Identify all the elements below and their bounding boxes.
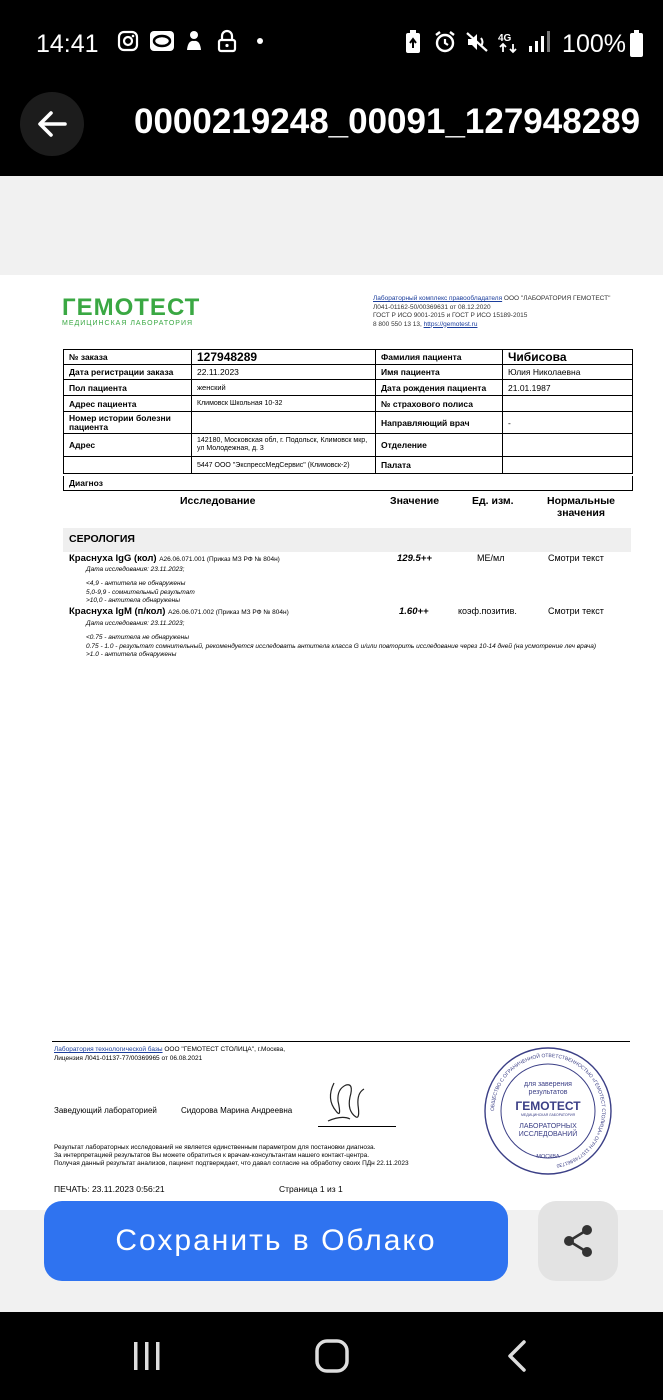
svg-text:результатов: результатов <box>528 1089 568 1096</box>
patient-address-value: Климовск Школьная 10-32 <box>192 396 376 411</box>
lab-stamp-icon <box>483 1046 613 1176</box>
print-timestamp: ПЕЧАТЬ: 23.11.2023 0:56:21 <box>54 1184 165 1194</box>
app-bar <box>0 80 663 176</box>
col-norm: Нормальные значения <box>546 495 615 519</box>
status-bar <box>0 0 663 80</box>
sex-value: женский <box>192 380 376 395</box>
app-notification-icon <box>149 30 173 54</box>
signature-line <box>318 1126 396 1127</box>
gemotest-logo <box>62 294 201 327</box>
logo-text: ГЕМОТЕСТ <box>62 294 201 321</box>
navigation-bar <box>0 1312 663 1400</box>
policy-label: № страхового полиса <box>376 396 503 411</box>
home-icon[interactable] <box>314 1340 350 1372</box>
surname-value: Чибисова <box>508 350 567 364</box>
test-row: Краснуха IgM (п/кол) A26.06.071.002 (Приказ МЗ РФ № 804н) <box>69 606 289 617</box>
patient-address-label: Адрес пациента <box>64 396 192 411</box>
lab-info-link[interactable]: Лабораторный комплекс правообладателя <box>373 295 503 302</box>
test-notes: <4,9 - антитела не обнаружены 5,0-9,9 - сомнительный результат >10,0 - антитела обнаружены <box>86 580 195 604</box>
svg-text:ЛАБОРАТОРНЫХ: ЛАБОРАТОРНЫХ <box>519 1123 577 1130</box>
more-notifications-icon <box>248 30 272 54</box>
test-norm: Смотри текст <box>548 606 604 616</box>
test-date: Дата исследования: 23.11.2023; <box>86 620 185 627</box>
address-value: 142180, Московская обл, г. Подольск, Климовск мкр, ул Молодежная, д. 3 <box>192 434 376 456</box>
test-unit: МЕ/мл <box>477 553 505 563</box>
instagram-icon <box>116 30 140 54</box>
status-time: 14:41 <box>36 30 99 58</box>
back-button[interactable] <box>20 92 84 156</box>
order-number-label: № заказа <box>64 350 192 364</box>
svg-text:для заверения: для заверения <box>524 1081 572 1088</box>
section-serology: СЕРОЛОГИЯ <box>63 528 631 552</box>
test-row: Краснуха IgG (кол) A26.06.071.001 (Приказ МЗ РФ № 804н) <box>69 553 280 564</box>
arrow-left-icon <box>35 107 69 141</box>
name-label: Имя пациента <box>376 365 503 379</box>
document-title: 0000219248_00091_127948289 <box>134 102 641 141</box>
page-number: Страница 1 из 1 <box>279 1184 343 1194</box>
recent-apps-icon[interactable] <box>129 1340 165 1372</box>
svg-text:МЕДИЦИНСКАЯ ЛАБОРАТОРИЯ: МЕДИЦИНСКАЯ ЛАБОРАТОРИЯ <box>520 1113 576 1117</box>
reg-date-value: 22.11.2023 <box>192 365 376 379</box>
patient-info-table <box>63 349 633 474</box>
ward-value <box>503 457 632 473</box>
tech-base-info: Лаборатория технологической базы ООО "ГЕМОТЕСТ СТОЛИЦА", г.Москва, Лицензия Л041-01137-77/00369965 от 06.08.2021 <box>54 1046 286 1062</box>
share-button[interactable] <box>538 1201 618 1281</box>
surname-label: Фамилия пациента <box>376 350 503 364</box>
col-test: Исследование <box>180 495 256 507</box>
test-unit: коэф.позитив. <box>458 606 517 616</box>
svg-text:ОБЩЕСТВО С ОГРАНИЧЕННОЙ ОТВЕТС: ОБЩЕСТВО С ОГРАНИЧЕННОЙ ОТВЕТСТВЕННОСТЬЮ «ГЕМОТЕСТ СТОЛИЦА» ОГРН 1157746961730 <box>489 1052 607 1169</box>
name-value: Юлия Николаевна <box>508 367 581 377</box>
tech-base-link[interactable]: Лаборатория технологической базы <box>54 1046 163 1053</box>
test-notes: <0.75 - антитела не обнаружены 0.75 - 1.0 - результат сомнительный, рекомендуется исследовать антитела класса G и/или повторить исследование через 10-14 дней (на усмотрение леч врача) >1.0 - антитела обнаружены <box>86 634 597 658</box>
person-notification-icon <box>182 30 206 54</box>
head-of-lab-label: Заведующий лабораторией <box>54 1106 157 1115</box>
battery-icon <box>630 33 643 57</box>
birth-date-label: Дата рождения пациента <box>376 380 503 395</box>
doctor-value: - <box>508 417 511 428</box>
department-label: Отделение <box>376 434 503 456</box>
lab-info: Лабораторный комплекс правообладателя ООО "ЛАБОРАТОРИЯ ГЕМОТЕСТ" Л041-01162-50/00369631 от 08.12.2020 ГОСТ Р ИСО 9001-2015 и ГОСТ Р ИСО 15189-2015 8 800 550 13 13, https://gemotest.ru <box>373 295 611 328</box>
battery-percent: 100% <box>562 30 626 58</box>
birth-date-value: 21.01.1987 <box>508 382 551 393</box>
clinic-value: 5447 ООО "ЭкспрессМедСервис" (Климовск-2) <box>192 457 376 473</box>
signature-icon <box>320 1075 380 1127</box>
history-label: Номер истории болезни пациента <box>64 412 192 433</box>
test-value: 1.60++ <box>399 606 429 617</box>
col-value: Значение <box>390 495 440 507</box>
save-to-cloud-button[interactable]: Сохранить в Облако <box>44 1201 508 1281</box>
logo-subtitle: МЕДИЦИНСКАЯ ЛАБОРАТОРИЯ <box>62 320 194 327</box>
svg-text:ГЕМОТЕСТ: ГЕМОТЕСТ <box>515 1099 581 1113</box>
lock-icon <box>215 30 239 54</box>
reg-date-label: Дата регистрации заказа <box>64 365 192 379</box>
alarm-icon <box>433 30 457 54</box>
network-4g-icon <box>497 30 519 54</box>
ward-label: Палата <box>376 457 503 473</box>
back-nav-icon[interactable] <box>500 1340 536 1372</box>
history-value <box>192 412 376 433</box>
test-value: 129.5++ <box>397 553 432 564</box>
order-number-value: 127948289 <box>192 350 376 364</box>
mute-icon <box>465 30 489 54</box>
col-unit: Ед. изм. <box>472 495 514 507</box>
signal-icon <box>527 30 551 54</box>
test-date: Дата исследования: 23.11.2023; <box>86 566 185 573</box>
sex-label: Пол пациента <box>64 380 192 395</box>
battery-saver-icon <box>401 30 425 54</box>
svg-text:4G: 4G <box>498 33 512 44</box>
website-link[interactable]: https://gemotest.ru <box>423 320 478 328</box>
svg-text:МОСКВА: МОСКВА <box>536 1154 560 1160</box>
address-label: Адрес <box>64 434 192 456</box>
head-of-lab-name: Сидорова Марина Андреевна <box>181 1106 293 1115</box>
document-page[interactable] <box>0 275 663 1210</box>
svg-text:ИССЛЕДОВАНИЙ: ИССЛЕДОВАНИЙ <box>518 1131 578 1138</box>
doctor-label: Направляющий врач <box>376 412 503 433</box>
disclaimer: Результат лабораторных исследований не является единственным параметром для постановки диагноза. За интерпретацией результатов Вы можете обратиться к врачам-консультантам нашего контакт-центра. Получая данный результат анализов, пациент подтверждает, что давал согласие на обработку своих ПДн 22.11.2023 <box>54 1144 409 1167</box>
share-icon <box>558 1221 598 1261</box>
footer-divider <box>52 1041 630 1042</box>
policy-value <box>503 396 632 411</box>
test-norm: Смотри текст <box>548 553 604 563</box>
diagnosis-row: Диагноз <box>63 476 633 491</box>
department-value <box>503 434 632 456</box>
